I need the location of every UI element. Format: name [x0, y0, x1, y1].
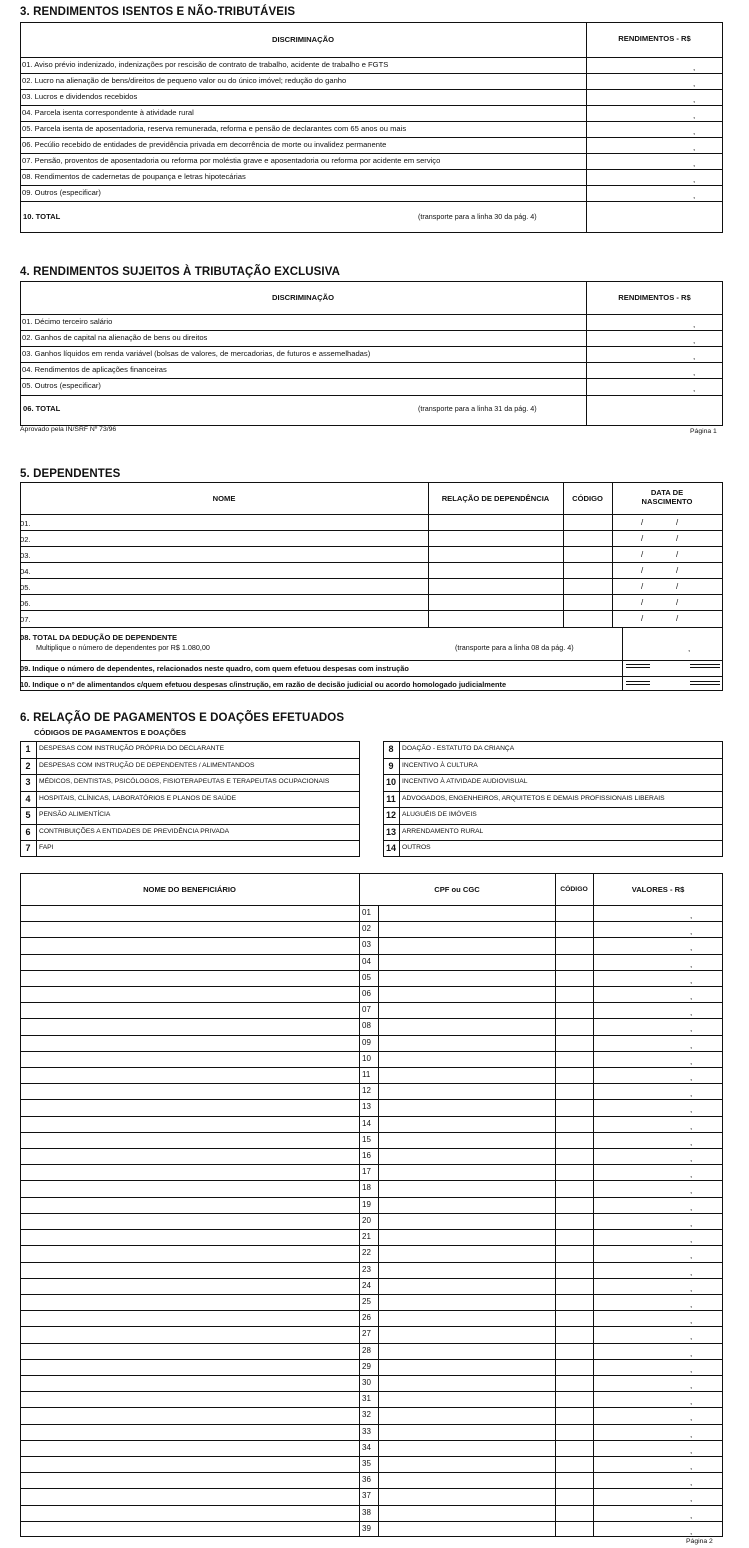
payment-row-number: 06 — [362, 989, 371, 999]
payment-value-cell[interactable]: , — [690, 1478, 693, 1488]
dependent-row-number: 03. — [20, 551, 31, 560]
section4-value-cell[interactable]: , — [693, 336, 696, 345]
code-number: 2 — [25, 760, 31, 771]
codes-title: CÓDIGOS DE PAGAMENTOS E DOAÇÕES — [34, 728, 187, 737]
section3-value-cell[interactable]: , — [693, 175, 696, 184]
payment-value-cell[interactable]: , — [690, 1526, 693, 1536]
code-number: 9 — [388, 760, 394, 771]
payment-value-cell[interactable]: , — [690, 1380, 693, 1390]
payment-row-number: 20 — [362, 1215, 371, 1225]
payment-row-number: 37 — [362, 1491, 371, 1501]
payment-row-number: 26 — [362, 1313, 371, 1323]
section4-title: 4. RENDIMENTOS SUJEITOS À TRIBUTAÇÃO EXCLUSIVA — [20, 266, 341, 278]
payment-value-cell[interactable]: , — [690, 1348, 693, 1358]
section3-row: 08. Rendimentos de cadernetas de poupança e letras hipotecárias — [22, 172, 246, 181]
payment-row-number: 23 — [362, 1264, 371, 1274]
payment-row-number: 03 — [362, 940, 371, 950]
code-label: DESPESAS COM INSTRUÇÃO DE DEPENDENTES / ALIMENTANDOS — [39, 761, 255, 769]
payment-row-number: 29 — [362, 1361, 371, 1371]
payment-row-number: 27 — [362, 1329, 371, 1339]
section4-col-discriminacao: DISCRIMINAÇÃO — [271, 293, 334, 302]
section4-total-note: (transporte para a linha 31 da pág. 4) — [418, 404, 537, 413]
payments-col-codigo: CÓDIGO — [560, 886, 588, 893]
code-number: 3 — [25, 777, 31, 788]
payment-row-number: 34 — [362, 1442, 371, 1452]
payment-value-cell[interactable]: , — [690, 975, 693, 985]
payment-value-cell[interactable]: , — [690, 1332, 693, 1342]
payment-value-cell[interactable]: , — [690, 1186, 693, 1196]
payment-value-cell[interactable]: , — [690, 992, 693, 1002]
section3-value-cell[interactable]: , — [693, 127, 696, 136]
section4-row: 03. Ganhos líquidos em renda variável (bolsas de valores, de mercadorias, de futuros e assemelhadas) — [22, 349, 371, 358]
payment-value-cell[interactable]: , — [690, 1429, 693, 1439]
payment-value-cell[interactable]: , — [690, 1364, 693, 1374]
payment-row-number: 38 — [362, 1507, 371, 1517]
payment-row-number: 14 — [362, 1118, 371, 1128]
code-label: DESPESAS COM INSTRUÇÃO PRÓPRIA DO DECLARANTE — [39, 745, 225, 752]
section3-row: 03. Lucros e dividendos recebidos — [22, 92, 138, 101]
code-label: CONTRIBUIÇÕES A ENTIDADES DE PREVIDÊNCIA PRIVADA — [39, 827, 230, 835]
code-label: ARRENDAMENTO RURAL — [402, 827, 484, 835]
payment-value-cell[interactable]: , — [690, 1316, 693, 1326]
code-label: ADVOGADOS, ENGENHEIROS, ARQUITETOS E DEMAIS PROFISSIONAIS LIBERAIS — [402, 794, 665, 802]
code-label: DOAÇÃO - ESTATUTO DA CRIANÇA — [402, 745, 515, 752]
dependent-row-number: 05. — [20, 583, 31, 592]
payments-col-valores: VALORES - R$ — [631, 885, 685, 894]
code-label: HOSPITAIS, CLÍNICAS, LABORATÓRIOS E PLANOS DE SAÚDE — [39, 794, 237, 802]
payment-value-cell[interactable]: , — [690, 1397, 693, 1407]
payment-value-cell[interactable]: , — [690, 1121, 693, 1131]
payment-row-number: 35 — [362, 1458, 371, 1468]
section3-header-line — [20, 57, 723, 58]
code-number: 8 — [388, 744, 394, 754]
code-number: 14 — [385, 843, 396, 854]
section4-col-rendimentos: RENDIMENTOS - R$ — [618, 293, 691, 302]
payment-row-number: 28 — [362, 1345, 371, 1355]
payment-row-number: 16 — [362, 1151, 371, 1161]
payment-value-cell[interactable]: , — [690, 1218, 693, 1228]
payment-value-cell[interactable]: , — [690, 1137, 693, 1147]
payment-row-number: 30 — [362, 1377, 371, 1387]
row10-entry-box-a[interactable] — [626, 681, 650, 685]
section5-total-note: (transporte para a linha 08 da pág. 4) — [455, 643, 574, 652]
birthdate-cell[interactable]: / — [641, 550, 644, 559]
section5-col-codigo: CÓDIGO — [572, 494, 603, 503]
code-number: 11 — [386, 793, 396, 804]
section3-row: 06. Pecúlio recebido de entidades de previdência privada em decorrência de morte ou invalidez permanente — [22, 140, 387, 149]
section4-row: 05. Outros (especificar) — [22, 381, 101, 390]
payment-value-cell[interactable]: , — [690, 1299, 693, 1309]
code-label: MÉDICOS, DENTISTAS, PSICÓLOGOS, FISIOTERAPEUTAS E TERAPEUTAS OCUPACIONAIS — [39, 778, 330, 786]
payment-value-cell[interactable]: , — [690, 1073, 693, 1083]
section3-col-rendimentos: RENDIMENTOS - R$ — [618, 34, 691, 43]
section3-row: 07. Pensão, proventos de aposentadoria ou reforma por moléstia grave e aposentadoria ou reforma por acidente em serviço — [22, 156, 441, 165]
row10-entry-box-b[interactable] — [690, 681, 720, 685]
section5-row10: 10. Indique o nº de alimentandos c/quem efetuou despesas c/instrução, em razão de decisão judicial ou acordo homologado judicialmente — [20, 680, 507, 689]
payment-value-cell[interactable]: , — [690, 959, 693, 969]
code-number: 13 — [385, 826, 396, 837]
code-label: FAPI — [39, 844, 54, 852]
code-number: 4 — [25, 793, 31, 804]
section3-row: 02. Lucro na alienação de bens/direitos de pequeno valor ou do único imóvel; redução do ganho — [22, 76, 347, 85]
section3-value-cell[interactable]: , — [693, 191, 696, 200]
payment-value-cell[interactable]: , — [690, 1056, 693, 1066]
payment-value-cell[interactable]: , — [690, 1040, 693, 1050]
code-label: INCENTIVO À CULTURA — [402, 761, 478, 769]
payment-row-number: 04 — [362, 956, 371, 966]
payment-row-number: 17 — [362, 1167, 371, 1177]
section4-value-cell[interactable]: , — [693, 352, 696, 361]
payments-col-nome: NOME DO BENEFICIÁRIO — [143, 885, 236, 894]
section3-value-cell[interactable]: , — [693, 143, 696, 152]
code-label: INCENTIVO À ATIVIDADE AUDIOVISUAL — [402, 778, 528, 786]
section3-value-cell[interactable]: , — [693, 95, 696, 104]
payment-value-cell[interactable]: , — [690, 911, 693, 920]
section4-value-cell[interactable]: , — [693, 320, 696, 329]
payment-row-number: 11 — [362, 1070, 371, 1080]
payment-row-number: 32 — [362, 1410, 371, 1420]
section5-total-label: 08. TOTAL DA DEDUÇÃO DE DEPENDENTE — [20, 633, 178, 642]
code-number: 1 — [25, 744, 31, 754]
birthdate-cell[interactable]: / — [641, 534, 644, 543]
payment-row-number: 15 — [362, 1134, 371, 1144]
section3-title: 3. RENDIMENTOS ISENTOS E NÃO-TRIBUTÁVEIS — [20, 6, 296, 18]
payment-row-number: 33 — [362, 1426, 371, 1436]
section3-row: 01. Aviso prévio indenizado, indenizações por rescisão de contrato de trabalho, acidente de trabalho e FGTS — [22, 60, 389, 69]
section4-value-cell[interactable]: , — [693, 384, 696, 393]
page-number-2: Página 2 — [686, 1538, 713, 1545]
code-number: 7 — [25, 843, 31, 854]
payment-row-number: 22 — [362, 1248, 371, 1258]
section3-col-discriminacao: DISCRIMINAÇÃO — [271, 35, 334, 44]
dependent-row-number: 04. — [20, 567, 31, 576]
payment-value-cell[interactable]: , — [690, 1202, 693, 1212]
section3-value-cell[interactable]: , — [693, 111, 696, 120]
payment-value-cell[interactable]: , — [690, 1008, 693, 1018]
section3-total-label: 10. TOTAL — [23, 212, 61, 221]
payments-col-cpf: CPF ou CGC — [434, 885, 480, 894]
code-label: PENSÃO ALIMENTÍCIA — [39, 811, 111, 819]
payment-row-number: 21 — [362, 1232, 371, 1242]
payment-value-cell[interactable]: , — [690, 1445, 693, 1455]
section4-row: 04. Rendimentos de aplicações financeiras — [22, 365, 167, 374]
section5-col-data: DATA DE NASCIMENTO — [641, 488, 693, 506]
payment-value-cell[interactable]: , — [690, 1267, 693, 1277]
code-number: 5 — [25, 810, 31, 821]
payment-value-cell[interactable]: , — [690, 1461, 693, 1471]
dependent-row-number: 06. — [20, 599, 31, 608]
payment-row-number: 39 — [362, 1523, 371, 1533]
payment-value-cell[interactable]: , — [690, 943, 693, 953]
section3-value-cell[interactable]: , — [693, 159, 696, 168]
payment-value-cell[interactable]: , — [690, 1251, 693, 1261]
section3-row: 04. Parcela isenta correspondente à atividade rural — [22, 108, 194, 117]
section4-total-label: 06. TOTAL — [23, 404, 61, 413]
section5-col-nome: NOME — [212, 494, 236, 503]
birthdate-cell[interactable]: / — [641, 518, 644, 527]
row09-entry-box-a[interactable] — [626, 664, 650, 668]
page-number-1: Página 1 — [690, 428, 717, 435]
payment-value-cell[interactable]: , — [690, 1089, 693, 1099]
payment-row-number: 09 — [362, 1037, 371, 1047]
payment-row-number: 13 — [362, 1102, 371, 1112]
payment-value-cell[interactable]: , — [690, 1510, 693, 1520]
section6-title: 6. RELAÇÃO DE PAGAMENTOS E DOAÇÕES EFETUADOS — [20, 712, 345, 724]
payment-row-number: 05 — [362, 972, 371, 982]
section3-row: 05. Parcela isenta de aposentadoria, reserva remunerada, reforma e pensão de declarantes com 65 anos ou mais — [22, 124, 407, 133]
approval-note: Aprovado pela IN/SRF Nº 73/96 — [20, 426, 117, 433]
dependent-row-number: 07. — [20, 615, 31, 624]
birthdate-cell[interactable]: / — [641, 614, 644, 623]
section4-row: 02. Ganhos de capital na alienação de bens ou direitos — [22, 333, 208, 342]
code-number: 6 — [25, 826, 31, 837]
payment-value-cell[interactable]: , — [690, 927, 693, 937]
payment-row-number: 19 — [362, 1199, 371, 1209]
section5-row09: 09. Indique o número de dependentes, relacionados neste quadro, com quem efetuou despesas com instrução — [20, 664, 409, 673]
code-number: 12 — [385, 810, 396, 821]
section3-total-note: (transporte para a linha 30 da pág. 4) — [418, 212, 537, 221]
payment-row-number: 31 — [362, 1394, 371, 1404]
payment-value-cell[interactable]: , — [690, 1170, 693, 1180]
code-label: ALUGUÉIS DE IMÓVEIS — [402, 811, 477, 819]
section4-value-cell[interactable]: , — [693, 368, 696, 377]
payment-value-cell[interactable]: , — [690, 1105, 693, 1115]
dependent-row-number: 01. — [20, 519, 31, 528]
payment-row-number: 02 — [362, 924, 371, 934]
section3-value-cell[interactable]: , — [693, 63, 696, 72]
payment-value-cell[interactable]: , — [690, 1024, 693, 1034]
birthdate-cell[interactable]: / — [641, 598, 644, 607]
section3-value-cell[interactable]: , — [693, 79, 696, 88]
payment-row-number: 07 — [362, 1005, 371, 1015]
payment-row-number: 36 — [362, 1475, 371, 1485]
dependent-row-number: 02. — [20, 535, 31, 544]
payment-row-number: 01 — [362, 908, 371, 917]
payment-row-number: 08 — [362, 1021, 371, 1031]
row09-entry-box-b[interactable] — [690, 664, 720, 668]
payment-value-cell[interactable]: , — [690, 1494, 693, 1504]
section3-row: 09. Outros (especificar) — [22, 188, 101, 197]
payment-value-cell[interactable]: , — [690, 1235, 693, 1245]
section5-total-sub: Multiplique o número de dependentes por R$ 1.080,00 — [36, 643, 210, 652]
payment-row-number: 25 — [362, 1296, 371, 1306]
payment-row-number: 18 — [362, 1183, 371, 1193]
section5-col-relacao: RELAÇÃO DE DEPENDÊNCIA — [441, 494, 550, 503]
payment-value-cell[interactable]: , — [690, 1283, 693, 1293]
payment-value-cell[interactable]: , — [690, 1413, 693, 1423]
section5-title: 5. DEPENDENTES — [20, 468, 121, 480]
birthdate-cell[interactable]: / — [641, 566, 644, 575]
code-label: OUTROS — [402, 844, 431, 852]
birthdate-cell[interactable]: / — [641, 582, 644, 591]
payment-row-number: 12 — [362, 1086, 371, 1096]
payment-value-cell[interactable]: , — [690, 1154, 693, 1164]
payment-row-number: 24 — [362, 1280, 371, 1290]
payment-row-number: 10 — [362, 1053, 371, 1063]
code-number: 10 — [385, 777, 396, 788]
section4-row: 01. Décimo terceiro salário — [22, 317, 113, 326]
